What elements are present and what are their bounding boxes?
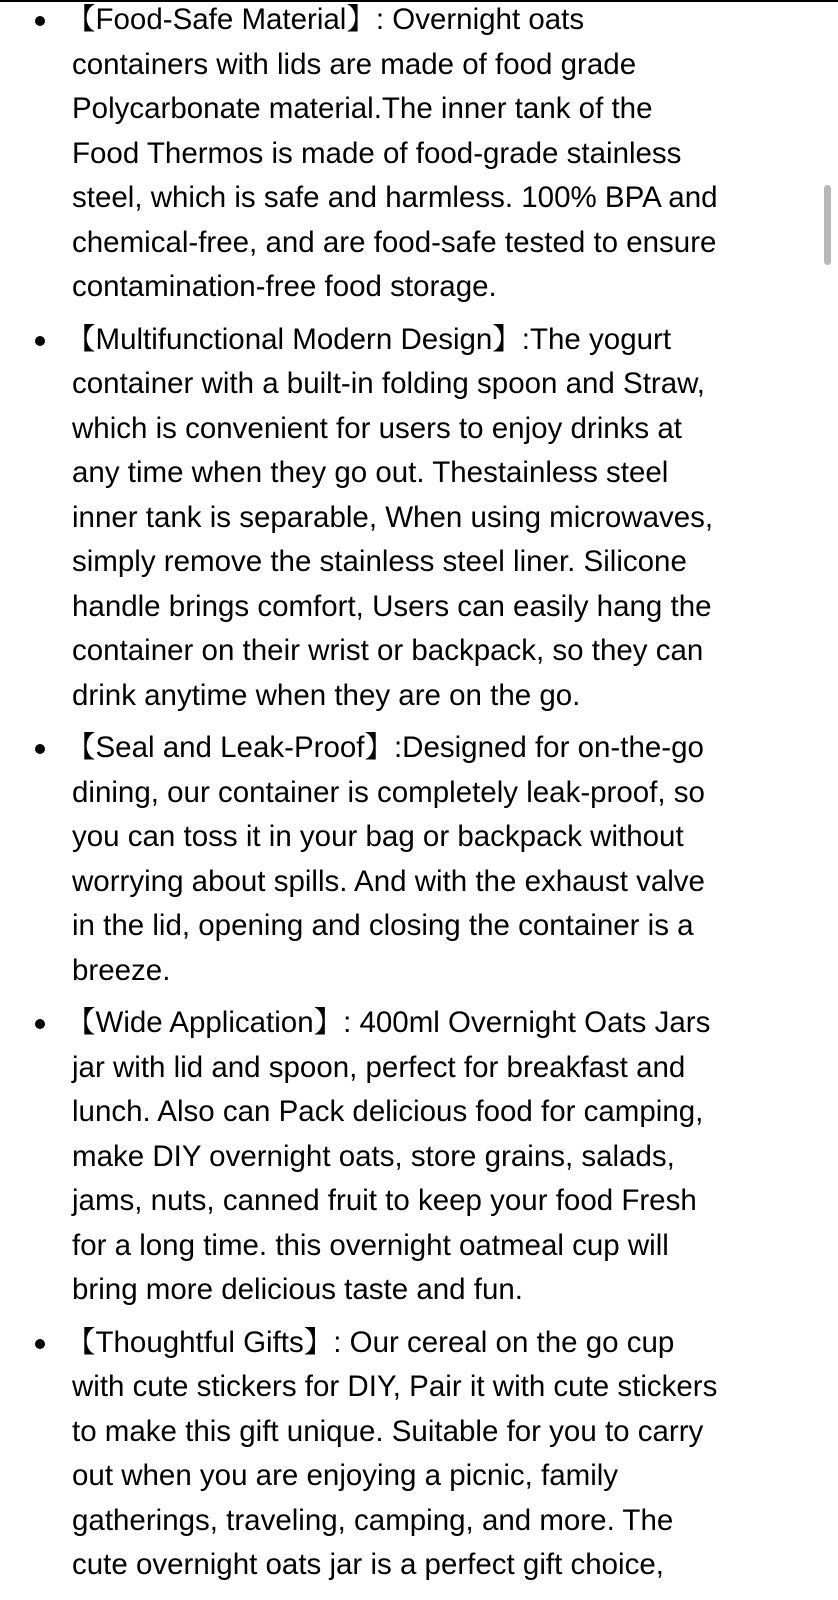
bullet-line: contamination-free food storage. [72, 270, 497, 303]
bullet-line: inner tank is separable, When using microwaves, [72, 500, 714, 534]
bullet-line: jar with lid and spoon, perfect for breakfast and [72, 1050, 686, 1084]
bullet-line: 【Seal and Leak-Proof】:Designed for on-the-go [66, 731, 704, 764]
bullet-line: 【Multifunctional Modern Design】:The yogurt [66, 322, 672, 356]
bullet-line: breeze. [72, 953, 171, 987]
bullet-line: simply remove the stainless steel liner. Silicone [72, 545, 687, 578]
bullet-line: handle brings comfort, Users can easily hang the [72, 589, 712, 623]
feature-bullet-wide-application [0, 1001, 820, 1313]
bullet-line: worrying about spills. And with the exhaust valve [72, 864, 705, 898]
bullet-line: gatherings, traveling, camping, and more. The [72, 1503, 674, 1537]
bullet-line: bring more delicious taste and fun. [72, 1273, 523, 1306]
bullet-icon [35, 336, 45, 346]
bullet-line: containers with lids are made of food grade [72, 47, 637, 81]
bullet-line: dining, our container is completely leak-proof, so [72, 775, 705, 809]
bullet-line: Polycarbonate material.The inner tank of the [72, 92, 653, 125]
bullet-line: 【Wide Application】: 400ml Overnight Oats Jars [66, 1006, 711, 1039]
bullet-icon [35, 1339, 45, 1349]
bullet-line: make DIY overnight oats, store grains, salads, [72, 1139, 675, 1173]
bullet-line: jams, nuts, canned fruit to keep your food Fresh [72, 1184, 697, 1217]
bullet-line: 【Thoughtful Gifts】: Our cereal on the go cup [66, 1325, 675, 1359]
bullet-line: for a long time. this overnight oatmeal cup will [72, 1228, 669, 1262]
feature-bullet-food-safe [0, 0, 820, 310]
bullet-line: to make this gift unique. Suitable for you to carry [72, 1414, 704, 1448]
scrollbar-thumb[interactable] [824, 185, 831, 265]
bullet-line: 【Food-Safe Material】: Overnight oats [66, 3, 585, 36]
bullet-line: container with a built-in folding spoon and Straw, [72, 367, 705, 400]
bullet-line: container on their wrist or backpack, so they can [72, 634, 704, 667]
bullet-line: lunch. Also can Pack delicious food for camping, [72, 1095, 704, 1128]
bullet-line: chemical-free, and are food-safe tested to ensure [72, 225, 717, 259]
bullet-line: you can toss it in your bag or backpack without [72, 820, 684, 853]
feature-bullet-thoughtful-gifts [0, 1321, 820, 1588]
feature-bullet-modern-design [0, 318, 820, 719]
bullet-icon [35, 16, 45, 26]
feature-bullet-leak-proof [0, 726, 820, 993]
bullet-line: in the lid, opening and closing the container is a [72, 909, 694, 942]
bullet-icon [35, 744, 45, 754]
bullet-line: with cute stickers for DIY, Pair it with cute stickers [72, 1370, 718, 1403]
bullet-line: cute overnight oats jar is a perfect gift choice, [72, 1548, 664, 1581]
bullet-line: drink anytime when they are on the go. [72, 678, 581, 712]
bullet-line: out when you are enjoying a picnic, family [72, 1459, 619, 1492]
bullet-icon [35, 1019, 45, 1029]
bullet-line: steel, which is safe and harmless. 100% BPA and [72, 181, 718, 214]
bullet-line: any time when they go out. Thestainless steel [72, 456, 669, 489]
bullet-line: which is convenient for users to enjoy drinks at [72, 411, 682, 445]
bullet-line: Food Thermos is made of food-grade stainless [72, 136, 682, 170]
